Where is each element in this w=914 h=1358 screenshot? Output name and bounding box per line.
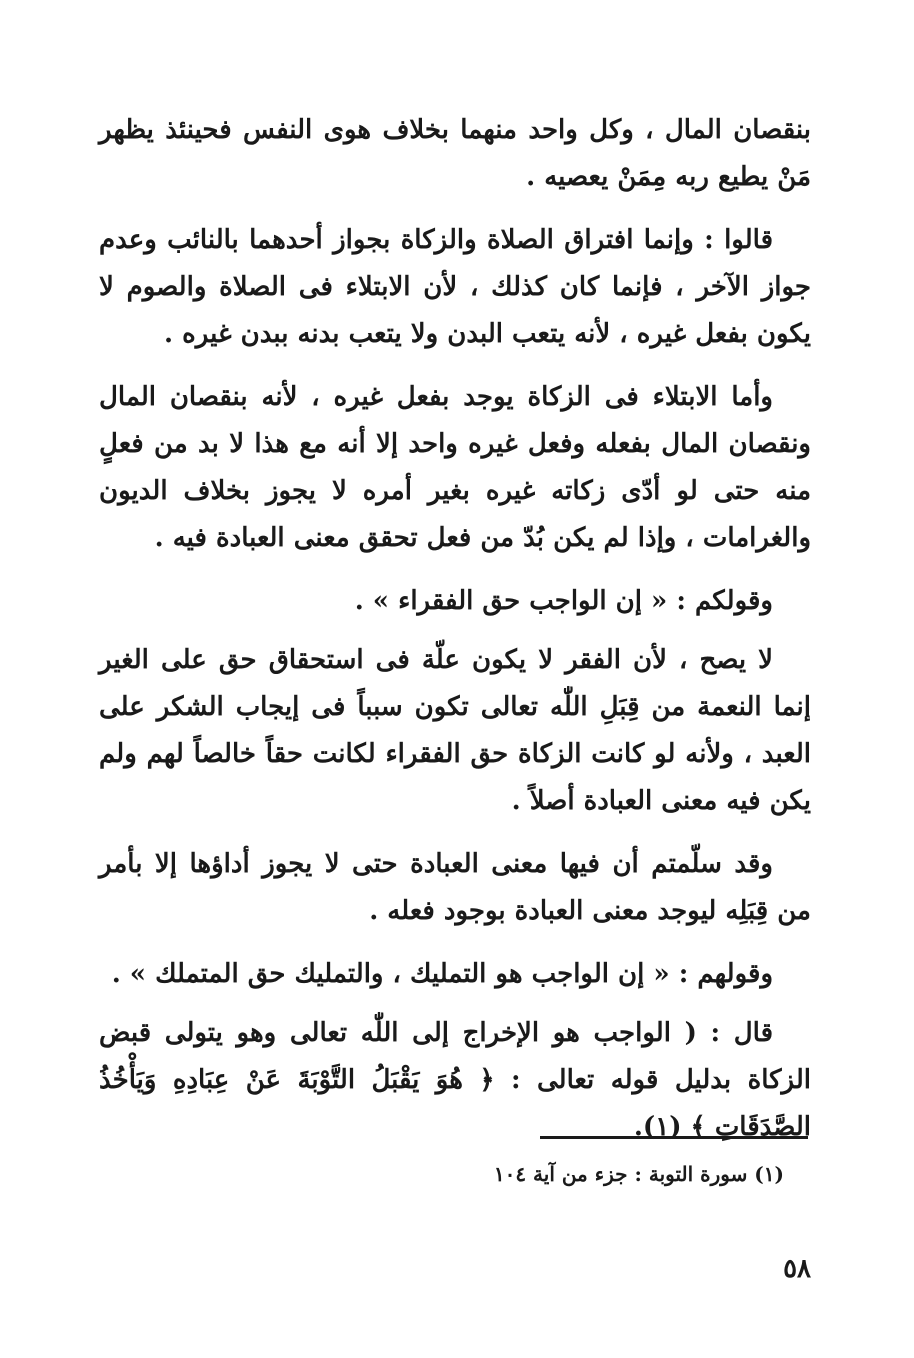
paragraph-continuation: بنقصان المال ، وكل واحد منهما بخلاف هوى النفس فحينئذ يظهر مَنْ يطيع ربه مِمَنْ يعصيه . (99, 115, 811, 192)
footnote: (١) سورة التوبة : جزء من آية ١٠٤ (493, 1162, 784, 1186)
paragraph-la-yasih: لا يصح ، لأن الفقر لا يكون علّة فى استحقاق حق على الغير إنما النعمة من قِبَلِ اللّٰه تعالى تكون سبباً فى إيجاب الشكر على العبد ، ولأنه لو كانت الزكاة حق الفقراء لكانت حقاً خالصاً لهم ولم يكن فيه معنى العبادة أصلاً . (99, 645, 811, 816)
footnote-divider (540, 1136, 808, 1139)
paragraph-qawluhum: وقولهم : « إن الواجب هو التمليك ، والتمليك حق المتملك » . (111, 959, 773, 989)
paragraph-ibtila-zakat: وأما الابتلاء فى الزكاة يوجد بفعل غيره ، لأنه بنقصان المال ونقصان المال بفعله وفعل غيره واحد إلا أنه مع هذا لا بد من فعلٍ منه حتى لو أدّى زكاته غيره بغير أمره لا يجوز بخلاف الديون والغرامات ، وإذا لم يكن بُدّ من فعل تحقق معنى العبادة فيه . (99, 382, 811, 553)
paragraph-qawlukum: وقولكم : « إن الواجب حق الفقراء » . (354, 586, 773, 616)
paragraph-qalu: قالوا : وإنما افتراق الصلاة والزكاة بجواز أحدهما بالنائب وعدم جواز الآخر ، فإنما كان كذلك ، لأن الابتلاء فى الصلاة والصوم لا يكون بفعل غيره ، لأنه يتعب البدن ولا يتعب بدنه ببدن غيره . (99, 225, 811, 349)
page-body (99, 107, 811, 1167)
paragraph-sallamtum: وقد سلّمتم أن فيها معنى العبادة حتى لا يجوز أداؤها إلا بأمر من قِبَلِه ليوجد معنى العبادة بوجود فعله . (99, 849, 811, 926)
page-number: ٥٨ (783, 1254, 811, 1284)
paragraph-qala: قال : ( الواجب هو الإخراج إلى اللّٰه تعالى وهو يتولى قبض الزكاة بدليل قوله تعالى : ﴿ هُوَ يَقْبَلُ التَّوْبَةَ عَنْ عِبَادِهِ وَيَأْخُذُ الصَّدَقَاتِ ﴾ (١). (99, 1018, 811, 1142)
